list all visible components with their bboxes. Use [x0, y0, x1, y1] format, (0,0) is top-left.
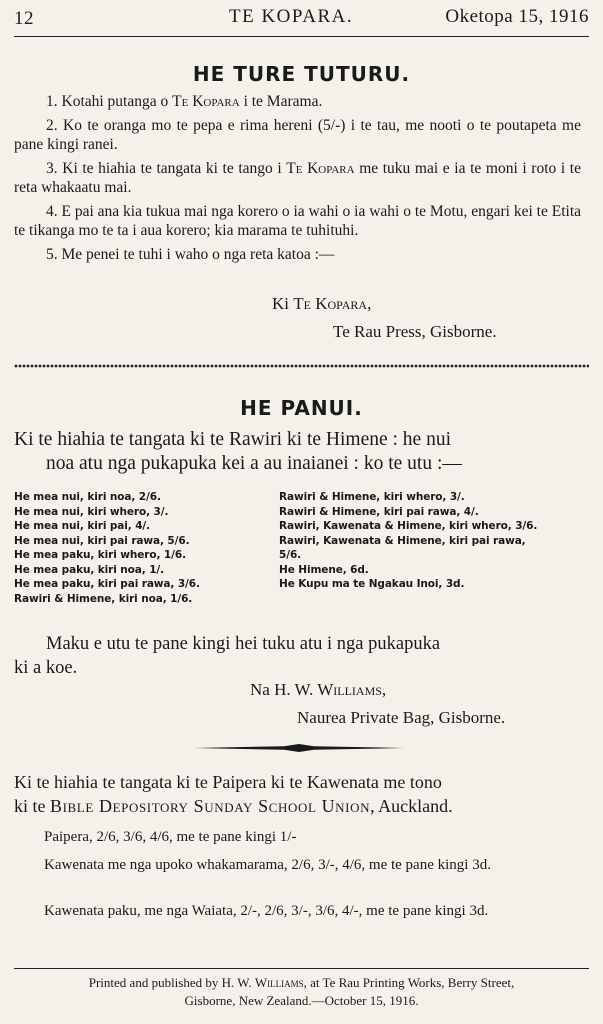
closing-line-1: Maku e utu te pane kingi hei tuku atu i nga pukapuka — [46, 634, 441, 654]
price-item: Rawiri, Kawenata & Himene, kiri pai rawa, — [279, 534, 526, 547]
footer-rule — [14, 968, 589, 969]
rule-item: 5. Me penei te tuhi i waho o nga reta katoa :— — [46, 246, 335, 263]
price-item: Rawiri & Himene, kiri whero, 3/. — [279, 491, 465, 503]
bible-price-3: Kawenata paku, me nga Waiata, 2/-, 2/6, 3/-, 3/6, 4/-, me te pane kingi 3d. — [44, 903, 489, 919]
price-item: He mea paku, kiri whero, 1/6. — [14, 549, 186, 561]
price-item: He mea nui, kiri pai, 4/. — [14, 520, 151, 532]
issue-date: Oketopa 15, 1916 — [445, 6, 589, 27]
page-number: 12 — [14, 8, 34, 29]
rules-heading: HE TURE TUTURU. — [192, 62, 411, 86]
dotted-divider — [14, 364, 589, 368]
price-list-left — [14, 490, 200, 606]
running-header — [14, 6, 589, 34]
bible-price-1: Paipera, 2/6, 3/6, 4/6, me te pane kingi 1/- — [44, 829, 297, 845]
price-list-right — [279, 490, 537, 592]
bible-intro-line-2: ki te Bible Depository Sunday School Union, Auckland. — [14, 796, 453, 816]
price-item: He Kupu ma te Ngakau Inoi, 3d. — [279, 578, 465, 590]
price-item: Rawiri & Himene, kiri pai rawa, 4/. — [279, 505, 479, 518]
publication-title: TE KOPARA. — [229, 6, 354, 27]
rule-item: 2. Ko te oranga mo te pepa e rima hereni (5/-) i te tau, me nooti o te poutapeta me pane kingi ranei. — [14, 117, 581, 153]
signature-name: Na H. W. Williams, — [250, 680, 387, 699]
rule-item: 4. E pai ana kia tukua mai nga korero o ia wahi o ia wahi o te Motu, engari kei te Etita te tikanga mo te ta i aua korero; kia marama te tuhituhi. — [14, 203, 582, 239]
notice-intro: Ki te hiahia te tangata ki te Rawiri ki te Himene : he nui noa atu nga pukapuka kei a au inaianei : ko te utu :— — [14, 429, 462, 474]
price-item: He Himene, 6d. — [279, 563, 369, 576]
notice-heading: HE PANUI. — [240, 396, 363, 420]
price-item: He mea nui, kiri noa, 2/6. — [14, 491, 161, 503]
address-line-1: Ki Te Kopara, — [272, 294, 372, 313]
bible-intro-line-1: Ki te hiahia te tangata ki te Paipera ki te Kawenata me tono — [14, 772, 442, 792]
imprint-footer — [0, 974, 603, 1010]
price-item: Rawiri & Himene, kiri noa, 1/6. — [14, 592, 193, 605]
imprint-line-2: Gisborne, New Zealand.—October 15, 1916. — [184, 993, 419, 1008]
price-item: He mea paku, kiri noa, 1/. — [14, 563, 165, 576]
bible-price-2: Kawenata me nga upoko whakamarama, 2/6, 3/-, 4/6, me te pane kingi 3d. — [44, 857, 491, 873]
price-item: 5/6. — [279, 549, 302, 561]
price-item: He mea paku, kiri pai rawa, 3/6. — [14, 578, 200, 590]
price-item: He mea nui, kiri pai rawa, 5/6. — [14, 534, 190, 547]
ornamental-dash — [194, 744, 404, 752]
signature-address: Naurea Private Bag, Gisborne. — [297, 708, 506, 727]
rule-item: 3. Ki te hiahia te tangata ki te tango i Te Kopara me tuku mai e ia te moni i roto i te reta whakaatu mai. — [14, 160, 581, 196]
address-line-2: Te Rau Press, Gisborne. — [333, 322, 497, 341]
header-rule — [14, 36, 589, 37]
price-item: He mea nui, kiri whero, 3/. — [14, 505, 169, 518]
rule-item: 1. Kotahi putanga o Te Kopara i te Marama. — [46, 93, 323, 110]
closing-line-2: ki a koe. — [14, 658, 78, 678]
price-item: Rawiri, Kawenata & Himene, kiri whero, 3/6. — [279, 520, 538, 532]
rules-list — [14, 92, 581, 269]
imprint-line-1: Printed and published by H. W. Williams, at Te Rau Printing Works, Berry Street, — [88, 975, 515, 990]
